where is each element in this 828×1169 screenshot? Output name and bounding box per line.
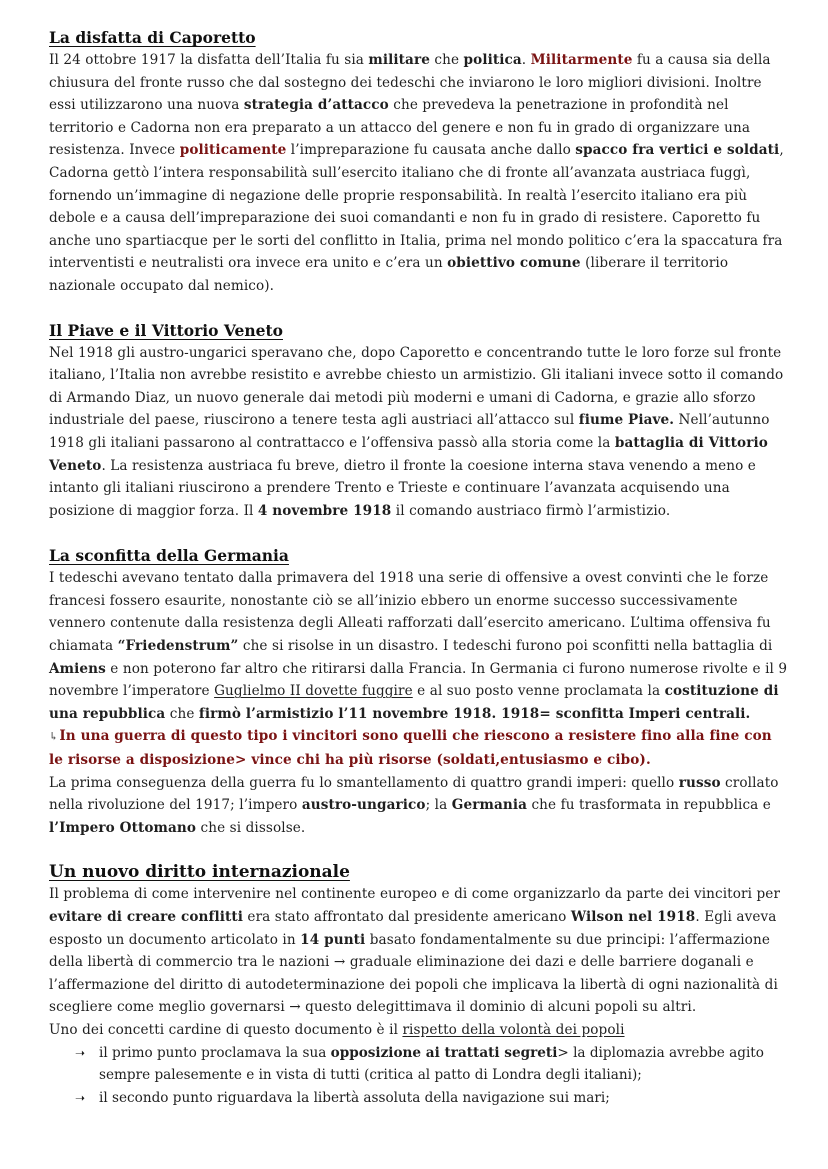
highlight-text: In una guerra di questo tipo i vincitori sono quelli che riescono a resistere fino alla fine con le risorse a disposizione> vince chi ha più risorse (soldati,entusiasmo e cibo). (49, 728, 772, 769)
text: I tedeschi avevano tentato dalla primavera del 1918 una serie di offensive a ovest convinti che le forze francesi fossero esaurite, nonostante ciò se all’inizio ebbero un enorme successo successivamente vennero contenute dalla resistenza degli Alleati rafforzati dall’esercito americano. L’ultima offensiva fu chiamata (49, 570, 771, 655)
text: Nel 1918 gli austro-ungarici speravano che, dopo Caporetto e concentrando tutte le loro forze sul fronte italiano, l’Italia non avrebbe resistito e avrebbe chiesto un armistizio. Gli italiani invece sotto il comando di Armando Diaz, un nuovo generale dai metodi più moderni e umani di Cadorna, e grazie allo sforzo industriale del paese, riuscirono a tenere testa agli austriaci all’attacco sul (49, 344, 784, 429)
heading-caporetto: La disfatta di Caporetto (49, 28, 256, 47)
text: che prevedeva la penetrazione in profondità nel territorio e Cadorna non era preparato a un attacco del genere e non fu in grado di organizzare una resistenza. Invece (49, 97, 751, 159)
text: che (429, 52, 464, 68)
heading-germania: La sconfitta della Germania (49, 546, 289, 566)
bold-text: 14 punti (300, 931, 366, 948)
text: > la diplomazia avrebbe agito sempre palesemente e in vista di tutti (critica al patto di Londra degli italiani); (99, 1044, 764, 1084)
highlight-text: politicamente (179, 142, 287, 159)
text: (liberare il territorio nazionale occupato dal nemico). (49, 255, 729, 294)
underlined-text: Guglielmo II dovette fuggire (214, 683, 413, 700)
list-item (75, 1042, 789, 1087)
text: che si dissolse. (196, 819, 306, 836)
text: che fu trasformata in repubblica e (527, 797, 771, 814)
bold-text: firmò l’armistizio l’11 novembre 1918. 1918= sconfitta Imperi centrali. (198, 705, 751, 722)
bold-text: opposizione ai trattati segreti (330, 1044, 558, 1061)
list-item (75, 1087, 789, 1110)
bold-text: Amiens (49, 660, 106, 677)
text: Uno dei concetti cardine di questo documento è il (49, 1021, 403, 1038)
bold-text: politica (463, 52, 522, 68)
text: . Egli aveva esposto un documento articolato in (49, 909, 777, 948)
bold-text: Germania (451, 797, 528, 814)
text: , Cadorna gettò l’intera responsabilità sull’esercito italiano che di fronte all’avanzata austriaca fuggì, fornendo un’immagine di negazione delle proprie responsabilità. In realtà l’esercito italiano era più debole e a causa dell’impreparazione dei suoi comandanti e non fu in grado di resistere. Caporetto fu anche uno spartiacque per le sorti del conflitto in Italia, prima nel mondo politico c’era la spaccatura fra interventisti e neutralisti ora invece era unito e c’era un (49, 142, 784, 272)
bold-text: russo (678, 774, 721, 791)
text: Il problema di come intervenire nel continente europeo e di come organizzarlo da parte dei vincitori per (49, 886, 781, 903)
text: . (521, 52, 531, 68)
text: che si risolse in un disastro. I tedeschi furono poi sconfitti nella battaglia di (238, 638, 773, 655)
text: l’impreparazione fu causata anche dallo (286, 142, 576, 159)
paragraph-germania (49, 567, 789, 725)
text: e al suo posto venne proclamata la (412, 683, 665, 700)
text: e non poterono far altro che ritirarsi dalla Francia. In Germania ci furono numerose rivolte e il 9 novembre l’imperatore (49, 660, 788, 700)
bold-text: spacco fra vertici e soldati (575, 142, 780, 159)
arrow-icon: ➝ (75, 1090, 86, 1105)
text: fu a causa sia della chiusura del fronte russo che dal sostegno dei tedeschi che inviarono le loro migliori divisioni. Inoltre essi utilizzarono una nuova (49, 52, 771, 114)
highlight-text: Militarmente (530, 52, 633, 68)
text: che (165, 705, 199, 722)
heading-diritto-internazionale: Un nuovo diritto internazionale (49, 862, 350, 883)
bold-text: Wilson nel 1918 (570, 909, 696, 925)
text: . La resistenza austriaca fu breve, dietro il fronte la coesione interna stava venendo a meno e intanto gli italiani riuscirono a prendere Trento e Trieste e continuare l’avanzata acquisendo una posizione di maggior forza. Il (49, 457, 756, 519)
text: il comando austriaco firmò l’armistizio. (391, 502, 671, 519)
text: il secondo punto riguardava la libertà assoluta della navigazione sui mari; (99, 1089, 610, 1106)
text: ; la (425, 797, 452, 814)
paragraph-wilson (49, 883, 789, 1019)
text: crollato nella rivoluzione del 1917; l’impero (49, 774, 779, 814)
bold-text: fiume Piave. (578, 412, 675, 429)
text: Il 24 ottobre 1917 la disfatta dell’Italia fu sia (49, 52, 369, 68)
bold-text: austro-ungarico (301, 797, 426, 814)
bold-text: evitare di creare conflitti (49, 909, 244, 925)
bold-text: battaglia di Vittorio Veneto (49, 434, 768, 474)
heading-piave: Il Piave e il Vittorio Veneto (49, 320, 283, 340)
bold-text: l’Impero Ottomano (49, 819, 197, 836)
bold-text: “Friedenstrum” (117, 638, 239, 655)
text: Nell’autunno 1918 gli italiani passarono al contrattacco e l’offensiva passò alla storia come la (49, 412, 770, 451)
paragraph-imperi (49, 772, 789, 840)
paragraph-caporetto (49, 49, 789, 298)
bold-text: strategia d’attacco (243, 97, 389, 114)
points-list (49, 1042, 789, 1110)
arrow-icon: ➝ (75, 1045, 86, 1060)
paragraph-concetti (49, 1019, 789, 1042)
text: La prima conseguenza della guerra fu lo smantellamento di quattro grandi imperi: quello (49, 774, 679, 791)
underlined-text: rispetto della volontà dei popoli (402, 1021, 625, 1038)
bold-text: costituzione di una repubblica (49, 683, 779, 722)
text: basato fondamentalmente su due principi: l’affermazione della libertà di commercio tra le nazioni → graduale eliminazione dei dazi e delle barriere doganali e l’affermazione del diritto di autodeterminazione dei popoli che implicava la libertà di ogni nazionalità di scegliere come meglio governarsi → questo delegittimava il dominio di alcuni popoli su altri. (49, 931, 778, 1016)
bold-text: 4 novembre 1918 (257, 502, 392, 519)
paragraph-germania-note (49, 725, 789, 771)
document-page (49, 27, 789, 1109)
hook-arrow-icon: ↳ (49, 730, 59, 744)
text: il primo punto proclamava la sua (99, 1044, 331, 1061)
bold-text: obiettivo comune (447, 255, 581, 272)
bold-text: militare (368, 52, 430, 68)
paragraph-piave (49, 342, 789, 523)
text: era stato affrontato dal presidente americano (243, 909, 571, 925)
